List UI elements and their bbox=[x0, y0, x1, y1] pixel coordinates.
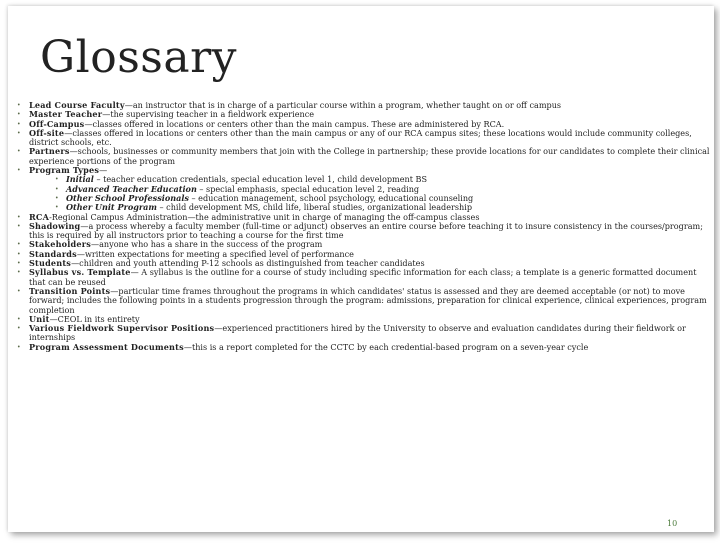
bullet-icon: • bbox=[17, 343, 21, 351]
glossary-entry bbox=[16, 222, 711, 241]
bullet-icon: • bbox=[17, 250, 21, 258]
glossary-entry bbox=[16, 166, 711, 212]
glossary-term: Syllabus vs. Template bbox=[29, 267, 131, 278]
glossary-entry bbox=[16, 129, 711, 148]
glossary-definition: —an instructor that is in charge of a particular course within a program, whether taught on or off campus bbox=[124, 100, 562, 110]
glossary-definition: —experienced practitioners hired by the University to observe and evaluation candidates during their fieldwork or internships bbox=[29, 323, 686, 343]
bullet-icon: • bbox=[55, 204, 59, 212]
bullet-icon: • bbox=[17, 129, 21, 137]
glossary-definition: —classes offered in locations or centers other than the main campus or any of our RCA campus sites; these locations would include community colleges, district schools, etc. bbox=[29, 127, 692, 148]
bullet-icon: • bbox=[17, 287, 21, 295]
bullet-icon: • bbox=[17, 315, 21, 323]
glossary-term: Master Teacher bbox=[29, 109, 103, 120]
glossary-definition: —children and youth attending P-12 schools as distinguished from teacher candidates bbox=[71, 258, 425, 269]
bullet-icon: • bbox=[17, 148, 21, 156]
glossary-term: Off-site bbox=[29, 127, 65, 138]
glossary-term: Standards bbox=[29, 248, 77, 259]
slide-title: Glossary bbox=[40, 32, 237, 83]
glossary-entry bbox=[16, 268, 711, 287]
glossary-definition: —a process whereby a faculty member (full-time or adjunct) observes an entire course before teaching it to insure consistency in the courses/program; this is required by all instructors prior to teaching a course for the first time bbox=[29, 220, 703, 241]
program-type-term: Other School Professionals bbox=[66, 192, 189, 203]
bullet-icon: • bbox=[17, 111, 21, 119]
glossary-term: Off-Campus bbox=[29, 118, 85, 129]
glossary-entry bbox=[16, 287, 711, 315]
glossary-definition: — bbox=[99, 165, 108, 176]
bullet-icon: • bbox=[17, 325, 21, 333]
program-type-term: Advanced Teacher Education bbox=[66, 183, 197, 194]
bullet-icon: • bbox=[55, 185, 59, 193]
glossary-entry bbox=[16, 343, 711, 352]
glossary-definition: —classes offered in locations or centers other than the main campus. These are administered by RCA. bbox=[84, 118, 505, 129]
glossary-term: Students bbox=[29, 258, 72, 269]
glossary-term: RCA bbox=[29, 211, 50, 222]
glossary-list bbox=[16, 101, 711, 352]
glossary-definition: —the supervising teacher in a fieldwork experience bbox=[102, 109, 315, 120]
glossary-definition: —anyone who has a share in the success of the program bbox=[90, 239, 323, 250]
program-types-list bbox=[53, 175, 711, 212]
program-type-term: Other Unit Program bbox=[66, 202, 157, 213]
page-number: 10 bbox=[667, 519, 678, 528]
program-type-definition: – child development MS, child life, liberal studies, organizational leadership bbox=[156, 202, 473, 213]
program-type-definition: – special emphasis, special education level 2, reading bbox=[196, 183, 420, 194]
glossary-definition: —schools, businesses or community members that join with the College in partnership; these provide locations for our candidates to complete their clinical experience portions of the program bbox=[29, 146, 710, 166]
bullet-icon: • bbox=[17, 102, 21, 109]
program-type-definition: – teacher education credentials, special education level 1, child development BS bbox=[93, 174, 428, 185]
glossary-term: Program Assessment Documents bbox=[29, 341, 184, 352]
glossary-term: Various Fieldwork Supervisor Positions bbox=[29, 323, 215, 334]
glossary-definition: —written expectations for meeting a specified level of performance bbox=[76, 248, 354, 259]
glossary-term: Stakeholders bbox=[29, 239, 91, 250]
bullet-icon: • bbox=[17, 167, 21, 175]
bullet-icon: • bbox=[17, 120, 21, 128]
bullet-icon: • bbox=[17, 222, 21, 230]
glossary-entry bbox=[16, 324, 711, 343]
glossary-term: Lead Course Faculty bbox=[29, 100, 125, 110]
glossary-definition: — A syllabus is the outline for a course of study including specific information for each class; a template is a generic formatted document that can be reused bbox=[29, 267, 697, 287]
bullet-icon: • bbox=[55, 194, 59, 202]
bullet-icon: • bbox=[55, 176, 59, 184]
glossary-term: Transition Points bbox=[29, 285, 111, 296]
glossary-definition: -Regional Campus Administration—the administrative unit in charge of managing the off-campus classes bbox=[49, 211, 480, 222]
glossary-term: Unit bbox=[29, 313, 50, 324]
program-type-definition: – education management, school psychology, educational counseling bbox=[188, 192, 474, 203]
glossary-entry bbox=[16, 147, 711, 166]
program-type-term: Initial bbox=[66, 174, 94, 185]
bullet-icon: • bbox=[17, 241, 21, 249]
glossary-definition: —this is a report completed for the CCTC by each credential-based program on a seven-year cycle bbox=[183, 341, 589, 352]
bullet-icon: • bbox=[17, 213, 21, 221]
glossary-definition: —CEOL in its entirety bbox=[49, 313, 140, 324]
bullet-icon: • bbox=[17, 269, 21, 277]
bullet-icon: • bbox=[17, 260, 21, 268]
glossary-term: Partners bbox=[29, 146, 70, 157]
glossary-term: Program Types bbox=[29, 165, 100, 176]
slide bbox=[8, 6, 714, 532]
glossary-term: Shadowing bbox=[29, 220, 81, 231]
glossary-definition: —particular time frames throughout the programs in which candidates' status is assessed and they are deemed acceptable (or not) to move forward; includes the following points in a students progression through the program: admissions, preparation for clinical experience, clinical experiences, program completion bbox=[29, 285, 707, 315]
